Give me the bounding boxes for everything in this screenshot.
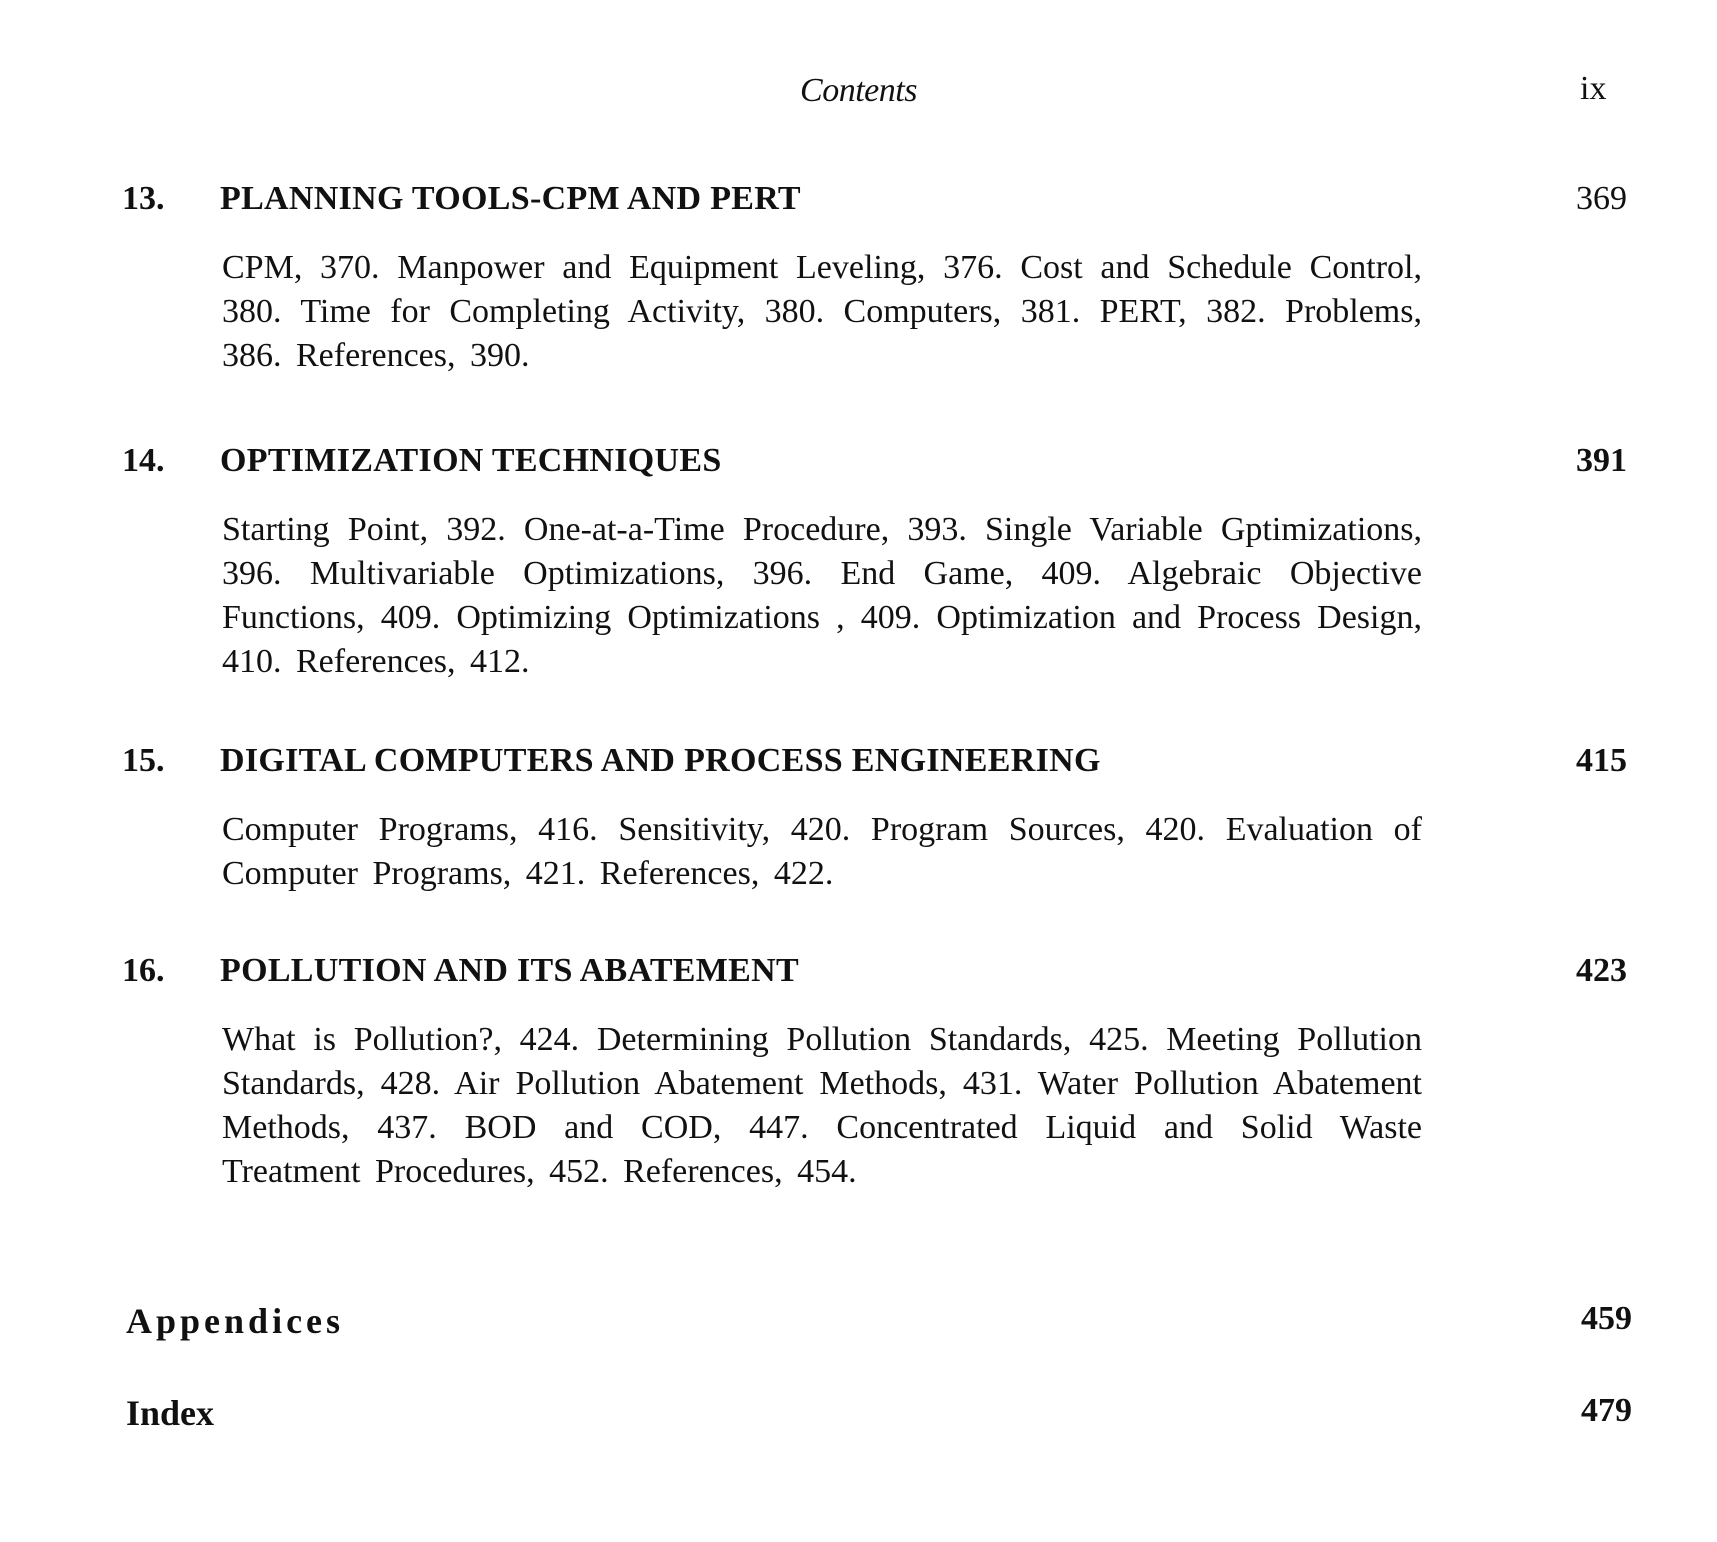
backmatter-page-number: 479 xyxy=(1581,1392,1632,1429)
chapter-entries: Computer Programs, 416. Sensitivity, 420. Program Sources, 420. Evaluation of Computer Programs, 421. References, 422. xyxy=(222,811,1422,892)
chapter-entries: CPM, 370. Manpower and Equipment Leveling, 376. Cost and Schedule Control, 380. Time for Completing Activity, 380. Computers, 381. PERT, 382. Problems, 386. References, 390. xyxy=(222,249,1422,374)
chapter-page-number: 423 xyxy=(1576,952,1627,989)
chapter-title: PLANNING TOOLS-CPM AND PERT xyxy=(220,180,801,217)
chapter-page-number: 391 xyxy=(1576,442,1627,479)
backmatter-label: Index xyxy=(126,1393,215,1433)
running-title: Contents xyxy=(800,72,917,109)
chapter-page-number: 415 xyxy=(1576,742,1627,779)
chapter-number: 15. xyxy=(122,742,165,779)
page-folio: ix xyxy=(1580,70,1607,107)
chapter-number: 16. xyxy=(122,952,165,989)
chapter-entries: What is Pollution?, 424. Determining Pollution Standards, 425. Meeting Pollution Standards, 428. Air Pollution Abatement Methods, 431. Water Pollution Abatement Methods, 437. BOD and COD, 447. Concentrated Liquid and Solid Waste Treatment Procedures, 452. References, 454. xyxy=(222,1021,1422,1190)
chapter-title: DIGITAL COMPUTERS AND PROCESS ENGINEERING xyxy=(220,742,1101,779)
chapter-page-number: 369 xyxy=(1576,180,1627,217)
chapter-title: OPTIMIZATION TECHNIQUES xyxy=(220,442,722,479)
chapter-number: 13. xyxy=(122,180,165,217)
chapter-number: 14. xyxy=(122,442,165,479)
backmatter-page-number: 459 xyxy=(1581,1300,1632,1337)
chapter-entries: Starting Point, 392. One-at-a-Time Procedure, 393. Single Variable Gptimizations, 396. Multivariable Optimizations, 396. End Game, 409. Algebraic Objective Functions, 409. Optimizing Optimizations , 409. Optimization and Process Design, 410. References, 412. xyxy=(222,511,1422,680)
chapter-title: POLLUTION AND ITS ABATEMENT xyxy=(220,952,799,989)
backmatter-label: Appendices xyxy=(126,1301,345,1341)
